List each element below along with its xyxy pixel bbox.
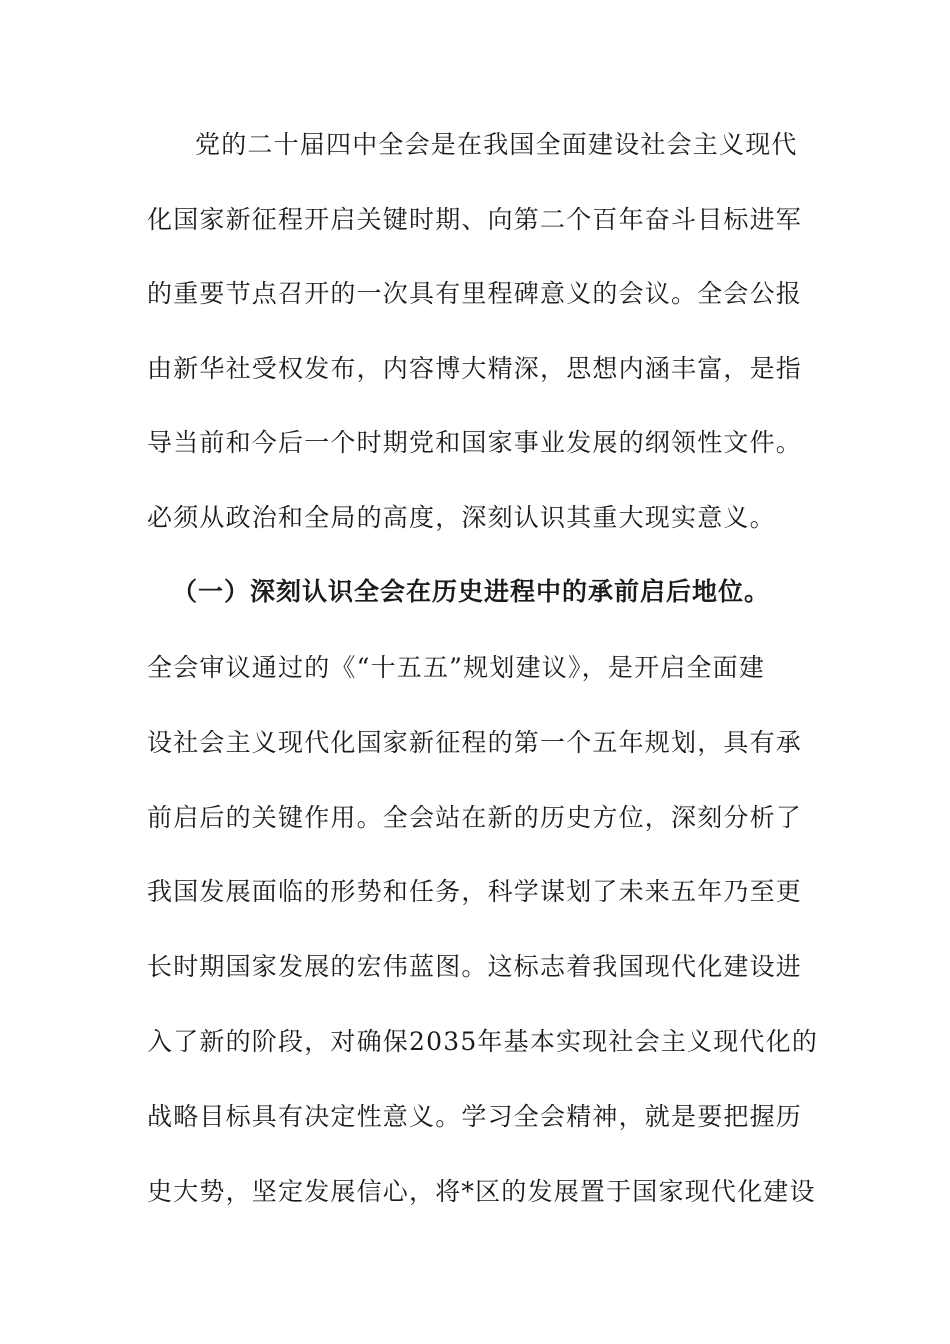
paragraph-line: 我国发展面临的形势和任务，科学谋划了未来五年乃至更 [147, 877, 803, 906]
paragraph-line: 全会审议通过的《“十五五”规划建议》，是开启全面建 [147, 653, 766, 682]
paragraph-line: 长时期国家发展的宏伟蓝图。这标志着我国现代化建设进 [147, 952, 803, 981]
paragraph-line: 史大势，坚定发展信心，将*区的发展置于国家现代化建设 [147, 1177, 816, 1206]
paragraph-line: 化国家新征程开启关键时期、向第二个百年奋斗目标进军 [147, 205, 803, 234]
paragraph-line: 必须从政治和全局的高度，深刻认识其重大现实意义。 [147, 503, 776, 532]
paragraph-line: 的重要节点召开的一次具有里程碑意义的会议。全会公报 [147, 279, 803, 308]
paragraph-line: 由新华社受权发布，内容博大精深，思想内涵丰富，是指 [147, 354, 803, 383]
paragraph-line: 战略目标具有决定性意义。学习全会精神，就是要把握历 [147, 1102, 803, 1131]
paragraph-line: 前启后的关键作用。全会站在新的历史方位，深刻分析了 [147, 803, 803, 832]
paragraph-line: 入了新的阶段，对确保2035年基本实现社会主义现代化的 [147, 1027, 819, 1056]
paragraph-line: 导当前和今后一个时期党和国家事业发展的纲领性文件。 [147, 428, 803, 457]
paragraph-line: 党的二十届四中全会是在我国全面建设社会主义现代 [195, 130, 798, 159]
section-heading: （一）深刻认识全会在历史进程中的承前启后地位。 [172, 577, 771, 606]
paragraph-line: 设社会主义现代化国家新征程的第一个五年规划，具有承 [147, 728, 803, 757]
